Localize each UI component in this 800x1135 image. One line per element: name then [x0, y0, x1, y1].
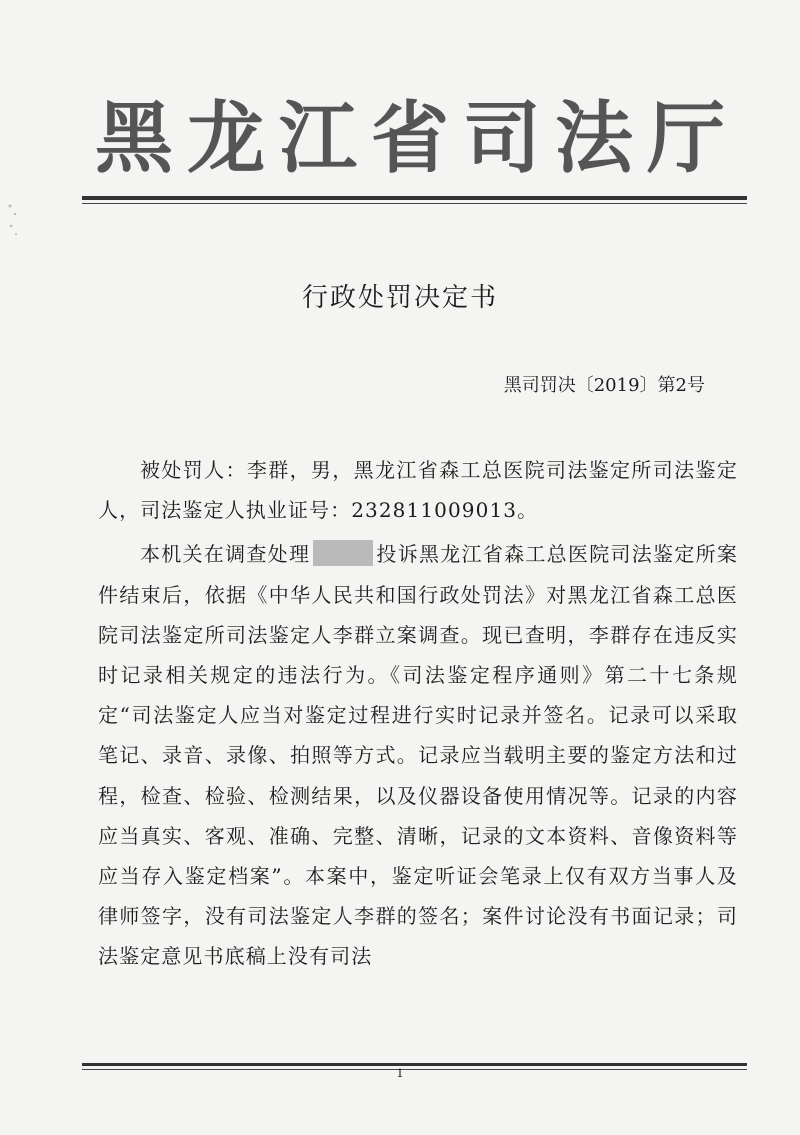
document-body — [98, 450, 738, 977]
header-rule-thin — [82, 203, 747, 204]
page-number: 1 — [396, 1067, 404, 1080]
agency-letterhead: 黑龙江省司法厅 — [95, 94, 740, 184]
document-title: 行政处罚决定书 — [301, 283, 498, 313]
header-rule-thick — [82, 196, 747, 200]
document-number: 黑司罚决〔2019〕第2号 — [503, 375, 705, 396]
redacted-name-block — [313, 540, 373, 566]
paragraph-respondent: 被处罚人：李群，男，黑龙江省森工总医院司法鉴定所司法鉴定人，司法鉴定人执业证号：232811009013。 — [98, 458, 738, 523]
findings-text-after: 投诉黑龙江省森工总医院司法鉴定所案件结束后，依据《中华人民共和国行政处罚法》对黑龙江省森工总医院司法鉴定所司法鉴定人李群立案调查。现已查明，李群存在违反实时记录相关规定的违法行为。《司法鉴定程序通则》第二十七条规定“司法鉴定人应当对鉴定过程进行实时记录并签名。记录可以采取笔记、录音、录像、拍照等方式。记录应当载明主要的鉴定方法和过程，检查、检验、检测结果，以及仪器设备使用情况等。记录的内容应当真实、客观、准确、完整、清晰，记录的文本资料、音像资料等应当存入鉴定档案”。本案中，鉴定听证会笔录上仅有双方当事人及律师签字，没有司法鉴定人李群的签名；案件讨论没有书面记录；司法鉴定意见书底稿上没有司法 — [98, 542, 738, 969]
paragraph-findings — [98, 534, 738, 976]
scan-artifact-mark — [6, 200, 20, 240]
findings-text-before: 本机关在调查处理 — [140, 542, 311, 567]
